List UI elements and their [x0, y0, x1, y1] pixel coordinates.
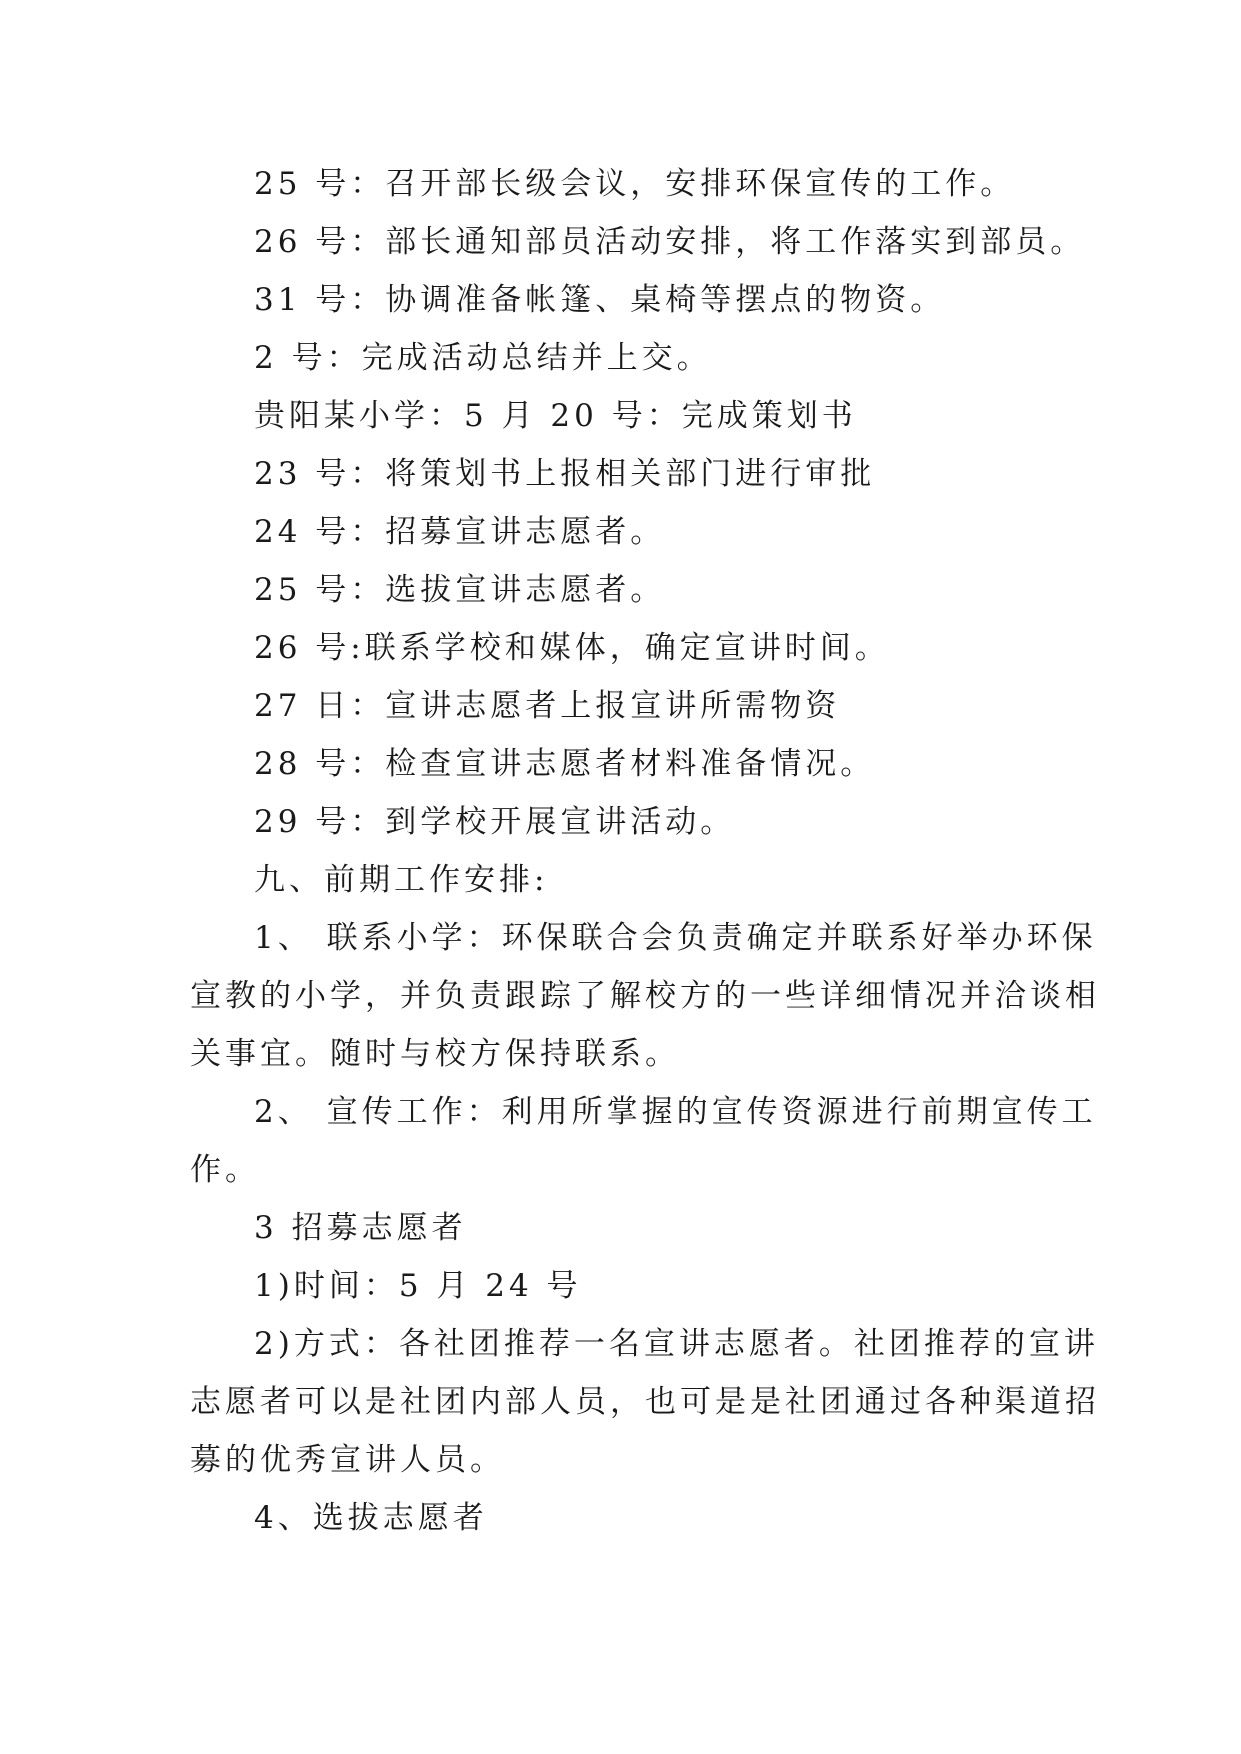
school-schedule-line-23: 23 号：将策划书上报相关部门进行审批	[254, 456, 876, 492]
paragraph-publicity-line-1: 2、 宣传工作：利用所掌握的宣传资源进行前期宣传工	[254, 1094, 1097, 1130]
schedule-line-25: 25 号：召开部长级会议，安排环保宣传的工作。	[254, 166, 1016, 202]
schedule-line-26: 26 号：部长通知部员活动安排，将工作落实到部员。	[254, 224, 1086, 260]
paragraph-publicity-line-2: 作。	[190, 1152, 260, 1188]
paragraph-contact-school-line-3: 关事宜。随时与校方保持联系。	[190, 1036, 680, 1072]
school-schedule-line-28: 28 号：检查宣讲志愿者材料准备情况。	[254, 746, 876, 782]
section-heading-preliminary-work: 九、前期工作安排:	[254, 862, 549, 898]
recruit-method-line-3: 募的优秀宣讲人员。	[190, 1442, 505, 1478]
school-schedule-line-24: 24 号：招募宣讲志愿者。	[254, 514, 666, 550]
subheading-select-volunteers: 4、选拔志愿者	[254, 1500, 488, 1536]
subheading-recruit-volunteers: 3 招募志愿者	[254, 1210, 467, 1246]
school-schedule-line-29: 29 号：到学校开展宣讲活动。	[254, 804, 736, 840]
school-schedule-line-25: 25 号：选拔宣讲志愿者。	[254, 572, 666, 608]
paragraph-contact-school-line-2: 宣教的小学，并负责跟踪了解校方的一些详细情况并洽谈相	[190, 978, 1100, 1014]
recruit-method-line-1: 2)方式：各社团推荐一名宣讲志愿者。社团推荐的宣讲	[254, 1326, 1099, 1362]
school-schedule-heading: 贵阳某小学：5 月 20 号：完成策划书	[254, 398, 857, 434]
schedule-line-2: 2 号：完成活动总结并上交。	[254, 340, 712, 376]
school-schedule-line-26: 26 号:联系学校和媒体，确定宣讲时间。	[254, 630, 890, 666]
school-schedule-line-27: 27 日：宣讲志愿者上报宣讲所需物资	[254, 688, 841, 724]
recruit-method-line-2: 志愿者可以是社团内部人员，也可是是社团通过各种渠道招	[190, 1384, 1100, 1420]
schedule-line-31: 31 号：协调准备帐篷、桌椅等摆点的物资。	[254, 282, 946, 318]
recruit-time-line: 1)时间：5 月 24 号	[254, 1268, 582, 1304]
paragraph-contact-school-line-1: 1、 联系小学：环保联合会负责确定并联系好举办环保	[254, 920, 1097, 956]
